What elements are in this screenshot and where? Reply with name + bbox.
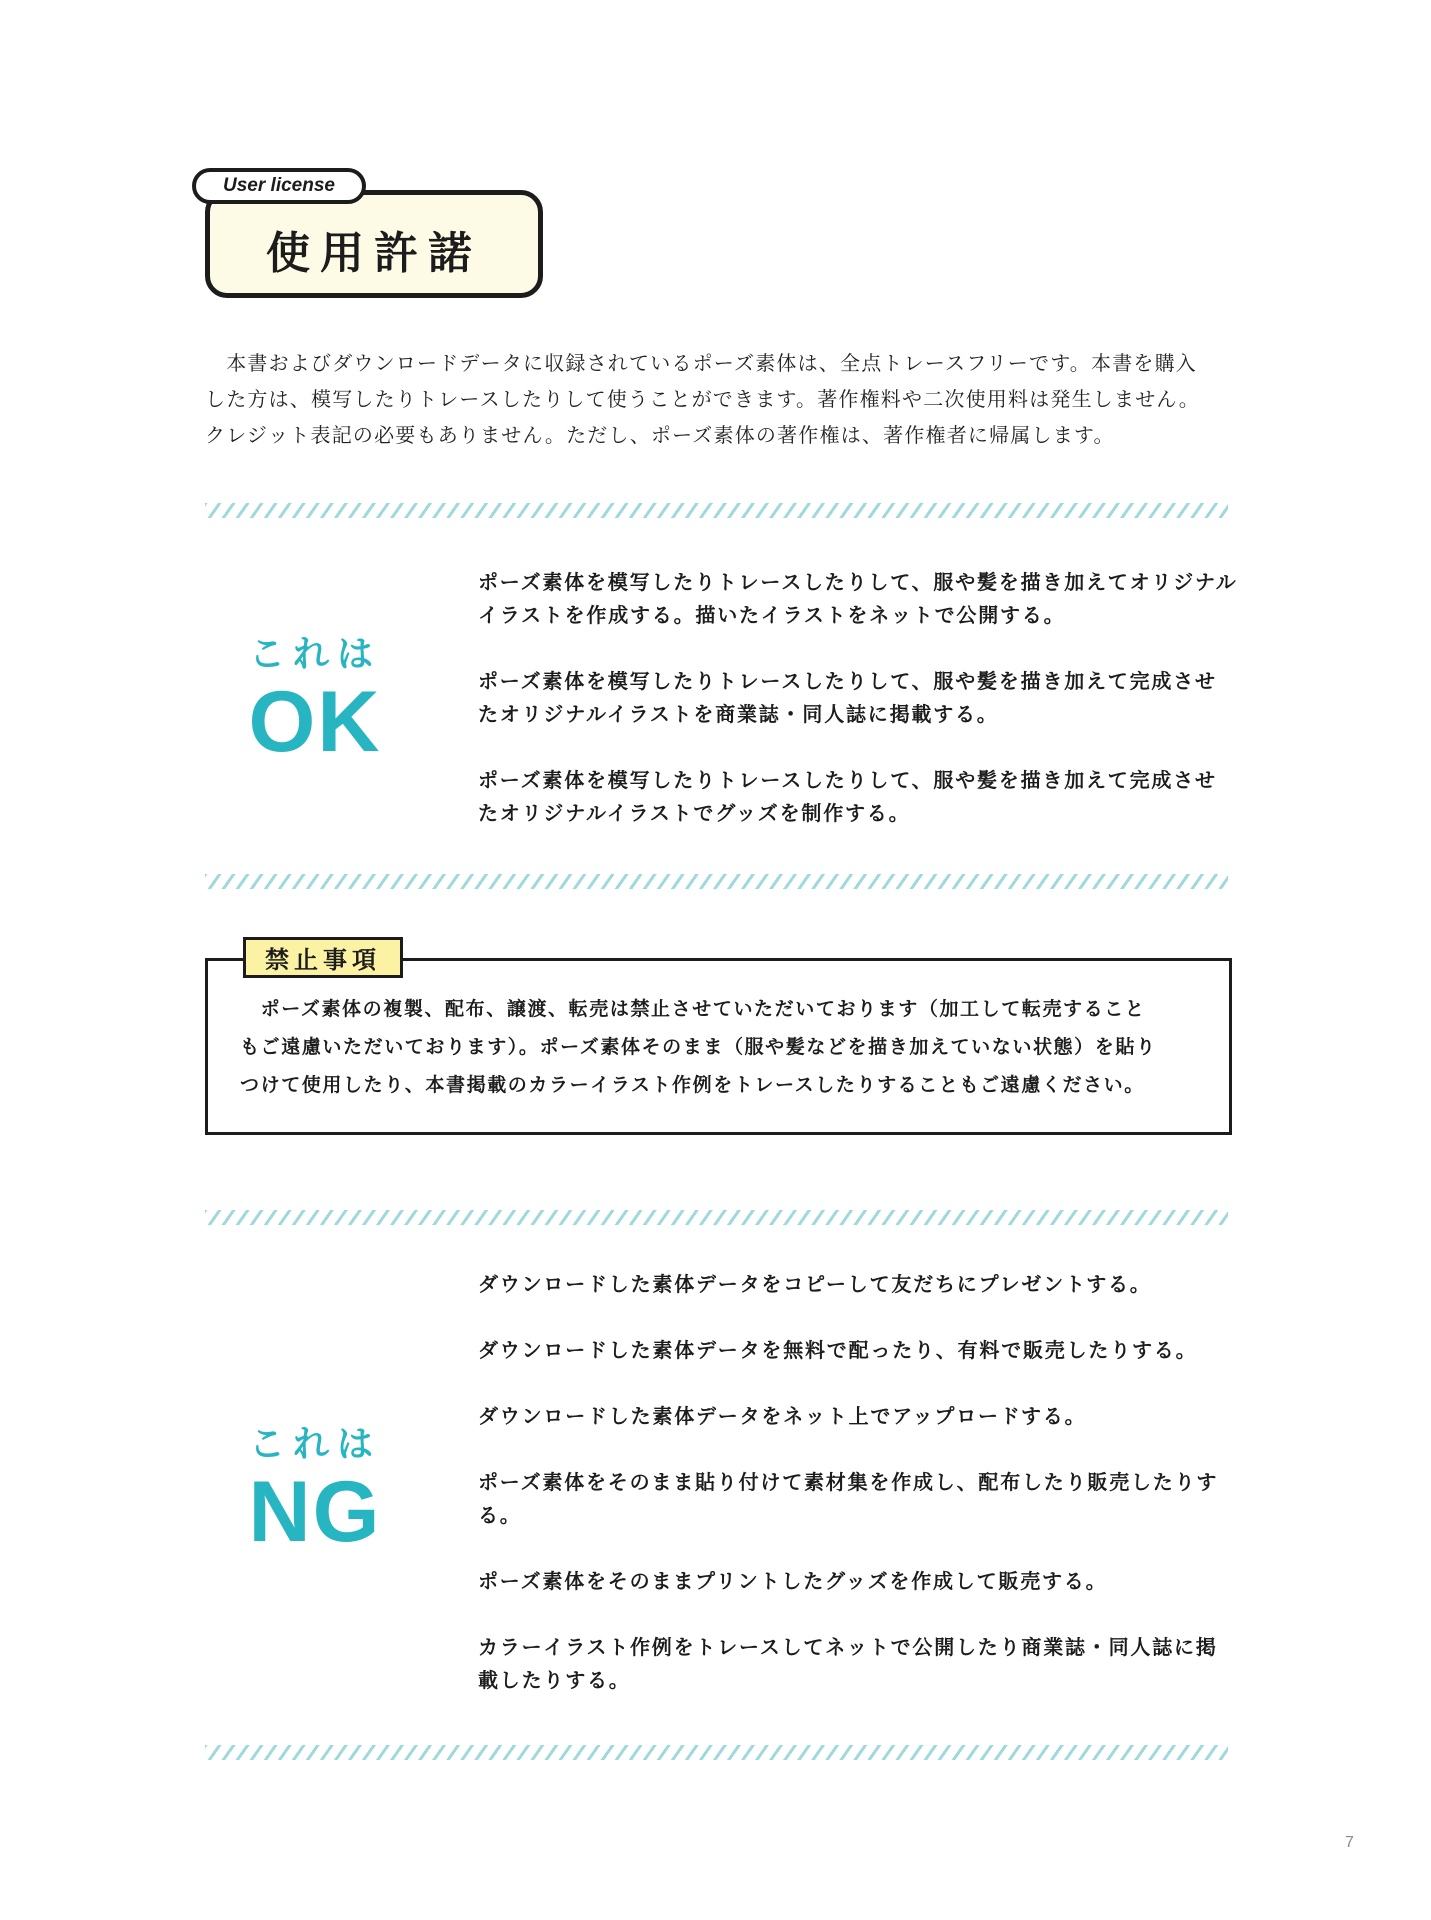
ok-item: ポーズ素体を模写したりトレースしたりして、服や髪を描き加えて完成させたオリジナルイラストでグッズを制作する。 <box>478 768 1217 825</box>
page-title: 使用許諾 <box>266 228 482 279</box>
ng-item: カラーイラスト作例をトレースしてネットで公開したり商業誌・同人誌に掲載したりする。 <box>478 1635 1218 1692</box>
intro-line: した方は、模写したりトレースしたりして使うことができます。著作権料や二次使用料は発生しません。 <box>205 387 1200 411</box>
ok-list <box>478 566 1238 830</box>
ng-item: ダウンロードした素体データを無料で配ったり、有料で販売したりする。 <box>478 1338 1198 1362</box>
ng-list <box>478 1268 1238 1697</box>
ok-item: ポーズ素体を模写したりトレースしたりして、服や髪を描き加えて完成させたオリジナルイラストを商業誌・同人誌に掲載する。 <box>478 669 1217 726</box>
intro-line: クレジット表記の必要もありません。ただし、ポーズ素体の著作権は、著作権者に帰属します。 <box>205 423 1115 447</box>
ng-item: ポーズ素体をそのままプリントしたグッズを作成して販売する。 <box>478 1569 1108 1593</box>
ng-label-main: NG <box>248 1464 382 1560</box>
ok-label-sub: これは <box>248 634 381 675</box>
ng-item: ダウンロードした素体データをコピーして友だちにプレゼントする。 <box>478 1272 1152 1296</box>
prohibited-line: もご遠慮いただいております）。ポーズ素体そのまま（服や髪などを描き加えていない状態）を貼り <box>240 1036 1157 1058</box>
prohibited-tag <box>243 937 403 978</box>
prohibited-line: ポーズ素体の複製、配布、譲渡、転売は禁止させていただいております（加工して転売すること <box>240 998 1146 1020</box>
title-box <box>205 190 543 298</box>
intro-paragraph <box>205 345 1235 453</box>
hatched-divider <box>205 874 1228 889</box>
pill-label: User license <box>223 175 335 196</box>
intro-line: 本書およびダウンロードデータに収録されているポーズ素体は、全点トレースフリーです。本書を購入 <box>205 351 1197 375</box>
hatched-divider <box>205 1745 1228 1760</box>
ng-label <box>230 1423 400 1560</box>
ok-item: ポーズ素体を模写したりトレースしたりして、服や髪を描き加えてオリジナルイラストを作成する。描いたイラストをネットで公開する。 <box>478 570 1238 627</box>
section-pill <box>192 168 366 204</box>
ok-label-main: OK <box>248 674 382 770</box>
ng-item: ダウンロードした素体データをネット上でアップロードする。 <box>478 1404 1087 1428</box>
hatched-divider <box>205 1210 1228 1225</box>
ng-item: ポーズ素体をそのまま貼り付けて素材集を作成し、配布したり販売したりする。 <box>478 1470 1219 1527</box>
ok-label <box>230 633 400 770</box>
ng-label-sub: これは <box>248 1424 381 1465</box>
page-number: 7 <box>1345 1834 1354 1851</box>
prohibited-line: つけて使用したり、本書掲載のカラーイラスト作例をトレースしたりすることもご遠慮ください。 <box>240 1074 1145 1096</box>
hatched-divider <box>205 503 1228 518</box>
prohibited-tag-label: 禁止事項 <box>265 946 381 974</box>
prohibited-text <box>240 990 1210 1104</box>
